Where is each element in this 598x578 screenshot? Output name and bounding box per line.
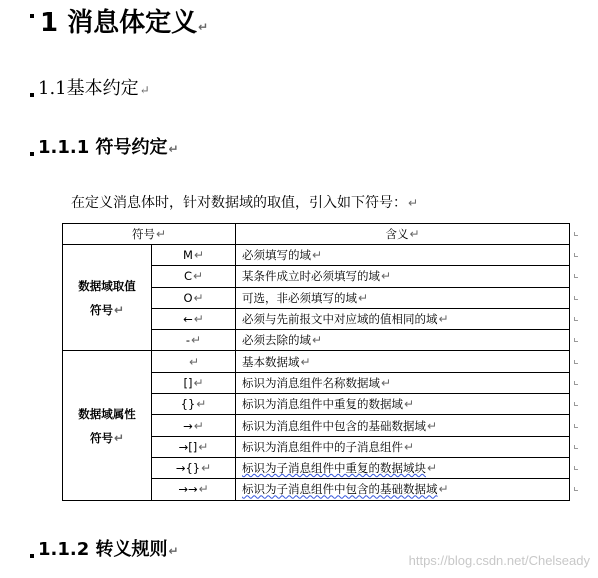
symbol-cell: O↵ <box>152 287 236 308</box>
meaning-cell: 某条件成立时必须填写的域↵ <box>236 266 570 287</box>
row-end-mark-icon <box>574 274 578 278</box>
header-symbol: 符号↵ <box>63 224 236 245</box>
cell-mark-icon: ↵ <box>427 418 438 433</box>
table-row <box>63 351 570 372</box>
table-row <box>63 245 570 266</box>
cell-mark-icon: ↵ <box>300 354 311 369</box>
cell-mark-icon: ↵ <box>198 439 209 454</box>
symbol-cell: {}↵ <box>152 394 236 415</box>
row-end-mark-icon <box>574 232 578 236</box>
cell-mark-icon: ↵ <box>438 482 449 497</box>
paragraph-mark-icon: ↵ <box>139 83 150 97</box>
heading-bullet <box>30 554 34 558</box>
heading-1 <box>30 2 208 39</box>
row-end-mark-icon <box>574 381 578 385</box>
symbol-cell: →{}↵ <box>152 457 236 478</box>
cell-mark-icon: ↵ <box>193 375 204 390</box>
cell-mark-icon: ↵ <box>427 461 438 476</box>
heading-1-1 <box>30 74 150 100</box>
symbol-cell <box>152 351 236 372</box>
cell-mark-icon: ↵ <box>188 354 200 369</box>
paragraph-mark-icon: ↵ <box>198 20 209 34</box>
meaning-cell: 标识为消息组件名称数据域↵ <box>236 372 570 393</box>
heading-1-1-2-text: 1.1.2 转义规则 <box>38 539 168 560</box>
cell-mark-icon: ↵ <box>193 248 204 263</box>
meaning-cell: 必须填写的域↵ <box>236 245 570 266</box>
cell-mark-icon: ↵ <box>381 269 392 284</box>
cell-mark-icon: ↵ <box>438 312 449 327</box>
intro-text: 在定义消息体时，针对数据域的取值，引入如下符号： <box>71 195 407 211</box>
cell-mark-icon: ↵ <box>404 439 415 454</box>
cell-mark-icon: ↵ <box>113 302 125 317</box>
symbol-cell: ←↵ <box>152 308 236 329</box>
meaning-cell: 标识为消息组件中的子消息组件↵ <box>236 436 570 457</box>
paragraph-mark-icon: ↵ <box>408 196 419 210</box>
paragraph-mark-icon: ↵ <box>168 544 179 558</box>
cell-mark-icon: ↵ <box>193 312 204 327</box>
heading-1-1-1 <box>30 133 179 159</box>
row-end-mark-icon <box>574 338 578 342</box>
symbol-cell: M↵ <box>152 245 236 266</box>
symbol-cell: →[]↵ <box>152 436 236 457</box>
table-header-row <box>63 224 570 245</box>
symbol-table <box>62 223 570 501</box>
row-end-mark-icon <box>574 253 578 257</box>
heading-1-text: 1 消息体定义 <box>40 8 198 38</box>
meaning-cell: 标识为消息组件中重复的数据域↵ <box>236 394 570 415</box>
row-end-mark-icon <box>574 402 578 406</box>
meaning-cell: 可选，非必须填写的域↵ <box>236 287 570 308</box>
row-end-mark-icon <box>574 296 578 300</box>
cell-mark-icon: ↵ <box>198 482 209 497</box>
cell-mark-icon: ↵ <box>192 269 204 284</box>
heading-1-1-2 <box>30 535 179 561</box>
meaning-cell: 标识为子消息组件中重复的数据域块↵ <box>236 457 570 478</box>
intro-paragraph <box>71 192 418 212</box>
symbol-cell: []↵ <box>152 372 236 393</box>
cell-mark-icon: ↵ <box>358 290 369 305</box>
row-end-mark-icon <box>574 424 578 428</box>
cell-mark-icon: ↵ <box>409 227 420 241</box>
heading-bullet <box>30 93 34 97</box>
symbol-cell: →→↵ <box>152 479 236 500</box>
meaning-cell: 必须与先前报文中对应域的值相同的域↵ <box>236 308 570 329</box>
heading-1-1-text: 1.1基本约定 <box>38 78 139 99</box>
heading-1-1-1-text: 1.1.1 符号约定 <box>38 137 168 158</box>
row-end-mark-icon <box>574 317 578 321</box>
header-meaning: 含义↵ <box>236 224 570 245</box>
watermark: https://blog.csdn.net/Chelseady <box>408 553 590 568</box>
cell-mark-icon: ↵ <box>113 430 125 445</box>
group-label-attribute-symbols: 数据域属性 符号↵ <box>63 351 152 500</box>
cell-mark-icon: ↵ <box>312 333 323 348</box>
symbol-cell: C↵ <box>152 266 236 287</box>
meaning-cell: 标识为消息组件中包含的基础数据域↵ <box>236 415 570 436</box>
paragraph-mark-icon: ↵ <box>168 142 179 156</box>
group-label-value-symbols: 数据域取值 符号↵ <box>63 245 152 351</box>
cell-mark-icon: ↵ <box>312 248 323 263</box>
cell-mark-icon: ↵ <box>196 397 207 412</box>
cell-mark-icon: ↵ <box>381 375 392 390</box>
row-end-mark-icon <box>574 360 578 364</box>
cell-mark-icon: ↵ <box>155 227 167 241</box>
row-end-mark-icon <box>574 487 578 491</box>
meaning-cell: 标识为子消息组件中包含的基础数据域↵ <box>236 479 570 500</box>
row-end-mark-icon <box>574 445 578 449</box>
cell-mark-icon: ↵ <box>404 397 415 412</box>
meaning-cell: 必须去除的域↵ <box>236 330 570 351</box>
cell-mark-icon: ↵ <box>193 290 204 305</box>
heading-bullet <box>30 14 34 18</box>
meaning-cell: 基本数据域↵ <box>236 351 570 372</box>
cell-mark-icon: ↵ <box>201 461 212 476</box>
heading-bullet <box>30 152 34 156</box>
cell-mark-icon: ↵ <box>193 418 204 433</box>
symbol-cell: -↵ <box>152 330 236 351</box>
row-end-mark-icon <box>574 466 578 470</box>
symbol-cell: →↵ <box>152 415 236 436</box>
cell-mark-icon: ↵ <box>191 333 202 348</box>
